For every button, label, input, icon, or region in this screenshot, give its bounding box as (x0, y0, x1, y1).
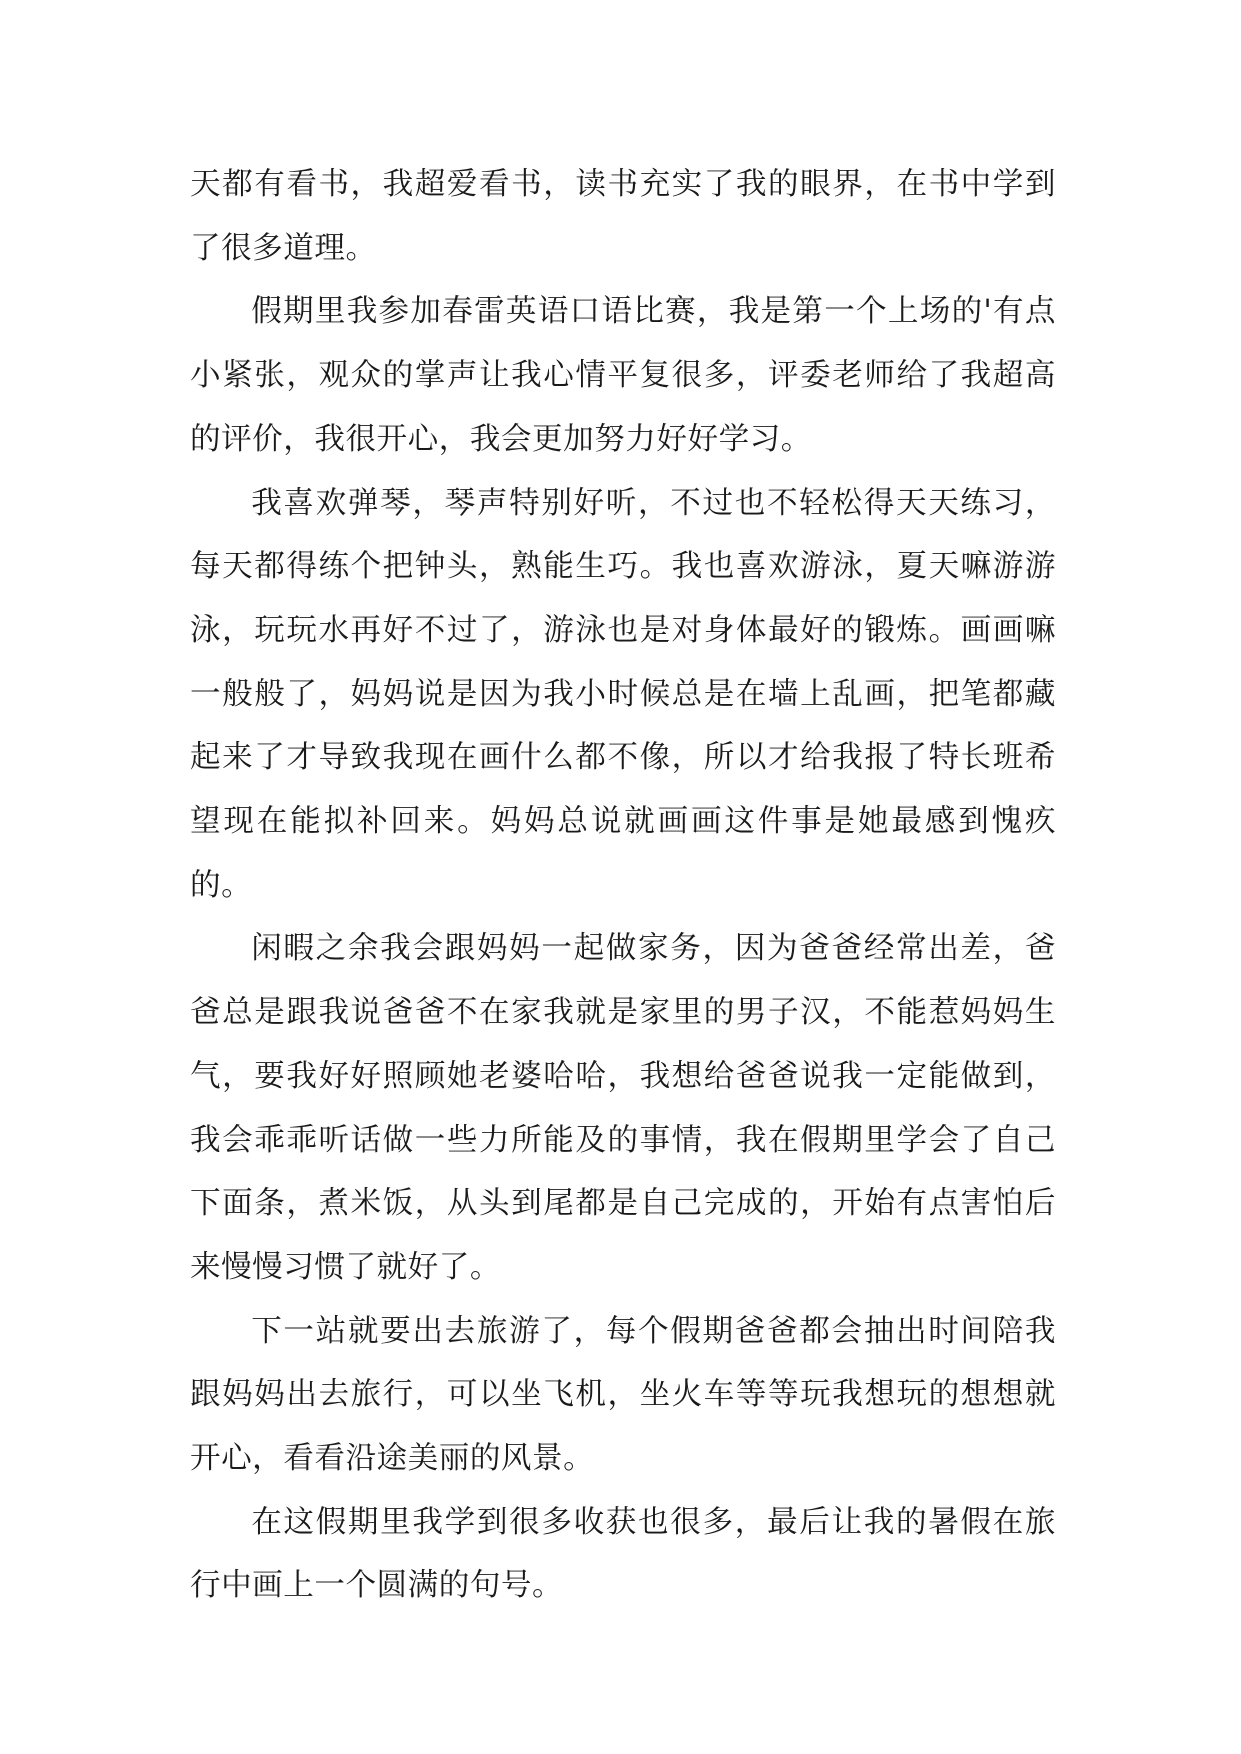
document-body (190, 153, 1056, 1618)
paragraph-speech-contest: 假期里我参加春雷英语口语比赛，我是第一个上场的'有点小紧张，观众的掌声让我心情平复很多，评委老师给了我超高的评价，我很开心，我会更加努力好好学习。 (190, 294, 1056, 457)
paragraph-travel-plan: 下一站就要出去旅游了，每个假期爸爸都会抽出时间陪我跟妈妈出去旅行，可以坐飞机，坐火车等等玩我想玩的想想就开心，看看沿途美丽的风景。 (190, 1313, 1056, 1477)
paragraph-housework: 闲暇之余我会跟妈妈一起做家务，因为爸爸经常出差，爸爸总是跟我说爸爸不在家我就是家里的男子汉，不能惹妈妈生气，要我好好照顾她老婆哈哈，我想给爸爸说我一定能做到，我会乖乖听话做一些力所能及的事情，我在假期里学会了自己下面条，煮米饭，从头到尾都是自己完成的，开始有点害怕后来慢慢习惯了就好了。 (190, 931, 1056, 1285)
paragraph-hobbies: 我喜欢弹琴，琴声特别好听，不过也不轻松得天天练习，每天都得练个把钟头，熟能生巧。我也喜欢游泳，夏天嘛游游泳，玩玩水再好不过了，游泳也是对身体最好的锻炼。画画嘛一般般了，妈妈说是因为我小时候总是在墙上乱画，把笔都藏起来了才导致我现在画什么都不像，所以才给我报了特长班希望现在能拟补回来。妈妈总说就画画这件事是她最感到愧疚的。 (190, 485, 1056, 903)
paragraph-reading: 天都有看书，我超爱看书，读书充实了我的眼界，在书中学到了很多道理。 (190, 167, 1056, 266)
paragraph-conclusion: 在这假期里我学到很多收获也很多，最后让我的暑假在旅行中画上一个圆满的句号。 (190, 1504, 1056, 1604)
